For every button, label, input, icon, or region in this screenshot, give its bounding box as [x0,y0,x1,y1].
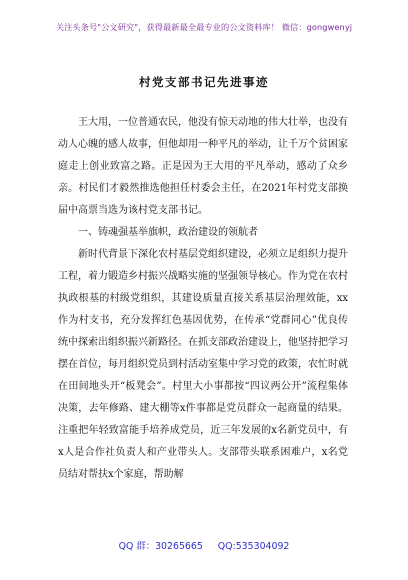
footer [0,538,408,552]
page-title: 村党支部书记先进事迹 [139,75,269,89]
header-note: 关注头条号"公文研究"，获得最新最全最专业的公文资料库！ 微信：gongwenyj [55,22,353,32]
paragraph-intro: 王大用，一位普通农民，他没有惊天动地的伟大壮举，也没有动人心魄的感人故事，但他却用一种平凡的举动，让千万个贫困家庭走上创业致富之路。正是因为王大用的平凡举动，感动了众乡亲。村民们才毅然推选他担任村委会主任，在2021年村党支部换届中高票当选为该村党支部书记。 [58,117,348,216]
section-heading: 一、铸魂强基举旗帜，政治建设的领航者 [78,227,258,238]
paragraph-section-1: 新时代背景下深化农村基层党组织建设，必须立足组织力提升工程，着力锻造乡村振兴战略实施的坚强领导核心。作为党在农村执政根基的村级党组织，其建设质量直接关系基层治理效能，xx作为村支书，充分发挥红色基因优势，在传承“党群同心”优良传统中探索出组织振兴新路径。在抓支部政治建设上，他坚持把学习摆在首位，每月组织党员到村活动室集中学习党的政策，农忙时就在田间地头开“板凳会”。村里大小事都按“四议两公开”流程集体决策，去年修路、建大棚等x件事都是党员群众一起商量的结果。注重把年轻致富能手培养成党员，近三年发展的x名新党员中，有x人是合作社负责人和产业带头人。支部带头联系困难户，x名党员结对帮扶x个家庭，帮助解 [58,249,348,480]
footer-qq: QQ:535304092 [217,541,290,552]
document-body [58,112,348,486]
footer-qq-group: QQ 群：30265665 [118,541,203,552]
